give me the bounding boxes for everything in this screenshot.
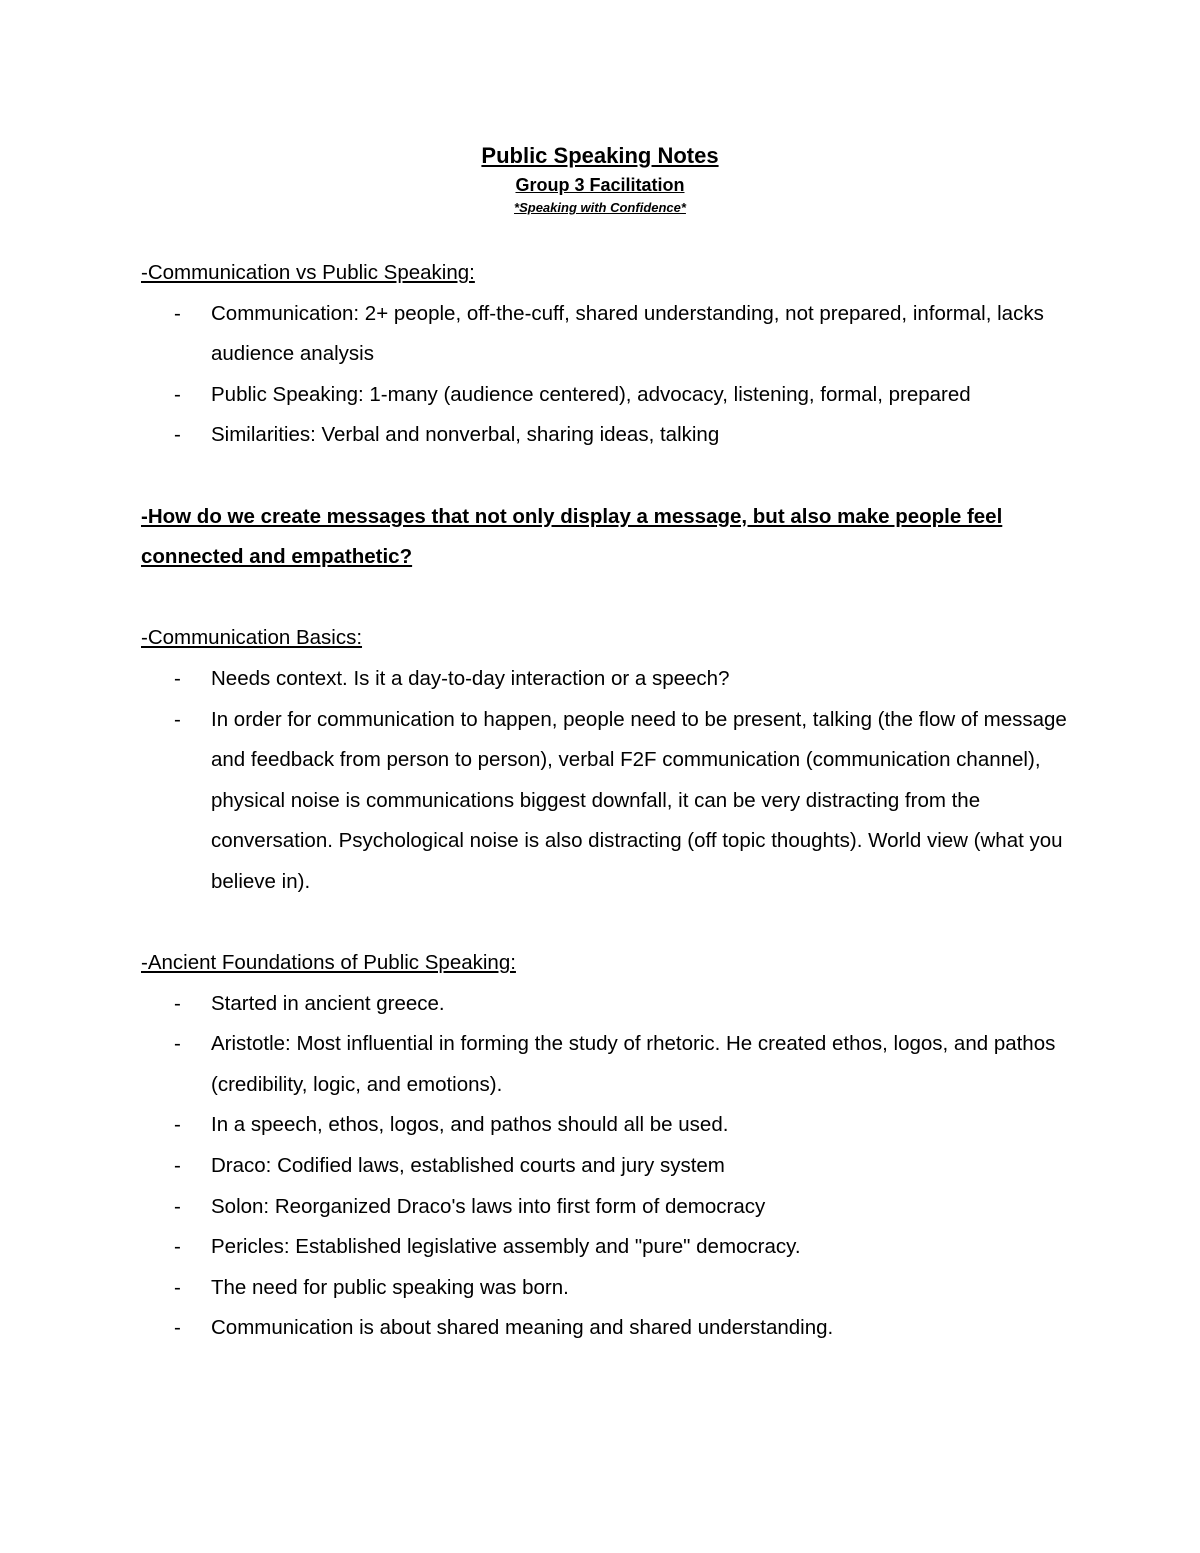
- dash-bullet: -: [174, 991, 181, 1015]
- list-item: [141, 1268, 1071, 1309]
- list-item: [141, 294, 1071, 375]
- section-heading-ancient: -Ancient Foundations of Public Speaking:: [141, 951, 516, 975]
- dash-bullet: -: [174, 1194, 181, 1218]
- dash-bullet: -: [174, 382, 181, 406]
- list-item-text: Solon: Reorganized Draco's laws into first form of democracy: [211, 1194, 766, 1218]
- list-item: [141, 1024, 1071, 1105]
- dash-bullet: -: [174, 1032, 181, 1056]
- basics-list: [141, 659, 1071, 903]
- list-item: [141, 659, 1071, 700]
- list-item: [141, 1146, 1071, 1187]
- list-item-text: Similarities: Verbal and nonverbal, sharing ideas, talking: [211, 423, 720, 447]
- section-heading-comm-vs-ps: -Communication vs Public Speaking:: [141, 261, 475, 284]
- title-block: [0, 140, 1200, 218]
- list-item: [141, 700, 1071, 903]
- list-item-text: Draco: Codified laws, established courts and jury system: [211, 1154, 725, 1178]
- list-item-text: Aristotle: Most influential in forming the study of rhetoric. He created ethos, logos, and pathos (credibility, logic, and emotions).: [211, 1032, 1056, 1096]
- dash-bullet: -: [174, 1154, 181, 1178]
- list-item-text: Pericles: Established legislative assembly and "pure" democracy.: [211, 1235, 801, 1259]
- list-item: [141, 984, 1071, 1025]
- dash-bullet: -: [174, 423, 181, 447]
- spacer: [141, 578, 1071, 619]
- list-item-text: The need for public speaking was born.: [211, 1275, 569, 1299]
- dash-bullet: -: [174, 666, 181, 690]
- list-item-text: Public Speaking: 1-many (audience centered), advocacy, listening, formal, prepared: [211, 382, 971, 406]
- spacer: [141, 456, 1071, 497]
- list-item-text: In order for communication to happen, people need to be present, talking (the flow of message and feedback from person to person), verbal F2F communication (communication channel), physical noise is communications biggest downfall, it can be very distracting from the conversation. Psychological noise is also distracting (off topic thoughts). World view (what you believe in).: [211, 707, 1067, 893]
- comm-vs-ps-list: [141, 294, 1071, 456]
- list-item: [141, 1187, 1071, 1228]
- list-item-text: In a speech, ethos, logos, and pathos should all be used.: [211, 1113, 729, 1137]
- ancient-list: [141, 984, 1071, 1349]
- section-heading-basics: -Communication Basics:: [141, 626, 363, 650]
- dash-bullet: -: [174, 301, 181, 325]
- list-item: [141, 1105, 1071, 1146]
- dash-bullet: -: [174, 1235, 181, 1259]
- list-item: [141, 375, 1071, 416]
- list-item: [141, 415, 1071, 456]
- list-item-text: Communication: 2+ people, off-the-cuff, shared understanding, not prepared, informal, lacks audience analysis: [211, 301, 1044, 366]
- document-title: Public Speaking Notes: [481, 143, 719, 168]
- document-tagline: *Speaking with Confidence*: [514, 200, 686, 215]
- key-question: -How do we create messages that not only display a message, but also make people feel connected and empathetic?: [141, 504, 1003, 569]
- list-item-text: Needs context. Is it a day-to-day interaction or a speech?: [211, 666, 730, 690]
- list-item-text: Started in ancient greece.: [211, 991, 445, 1015]
- dash-bullet: -: [174, 1275, 181, 1299]
- notes-body: [141, 253, 1071, 1349]
- list-item: [141, 1308, 1071, 1349]
- spacer: [141, 903, 1071, 944]
- dash-bullet: -: [174, 707, 181, 731]
- document-subtitle: Group 3 Facilitation: [515, 175, 685, 195]
- dash-bullet: -: [174, 1316, 181, 1340]
- list-item-text: Communication is about shared meaning and shared understanding.: [211, 1316, 834, 1340]
- list-item: [141, 1227, 1071, 1268]
- dash-bullet: -: [174, 1113, 181, 1137]
